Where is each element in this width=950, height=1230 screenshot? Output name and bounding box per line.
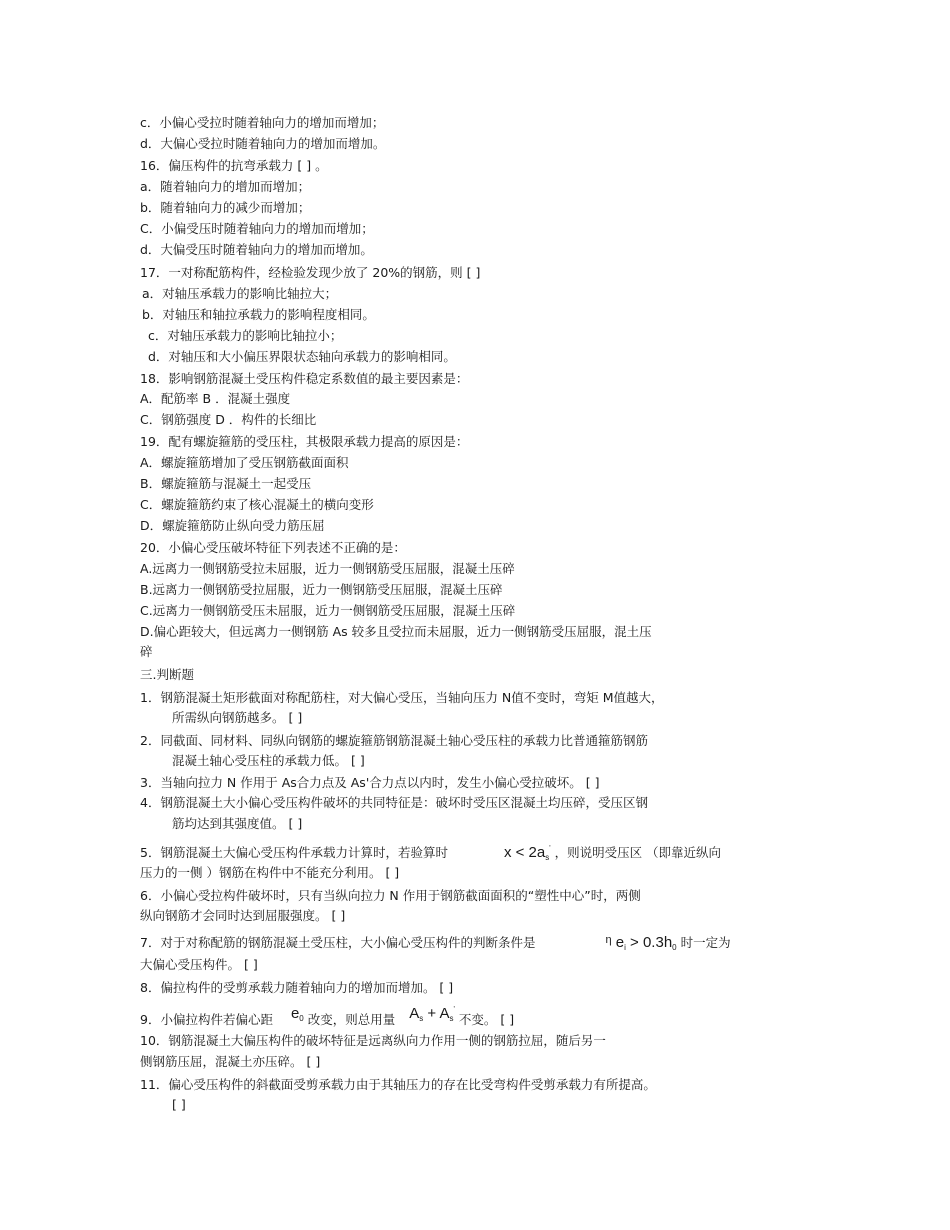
- q20-option-c: C.远离力一侧钢筋受压未屈服，近力一侧钢筋受压屈服，混凝土压碎: [140, 603, 516, 618]
- judge-1: 1．钢筋混凝土矩形截面对称配筋柱，对大偏心受压，当轴向压力 N值不变时，弯矩 M值越大，: [140, 690, 664, 705]
- q17-option-a: a．对轴压承载力的影响比轴拉大；: [142, 286, 338, 301]
- judge-5: [140, 840, 721, 867]
- q17-option-d: d．对轴压和大小偏压界限状态轴向承载力的影响相同。: [148, 349, 456, 364]
- formula-as2-sub: s: [449, 1014, 454, 1023]
- question-17: 17．一对称配筋构件，经检验发现少放了 20%的钢筋，则 [ ]: [140, 265, 481, 280]
- judge-8: 8．偏拉构件的受剪承载力随着轴向力的增加而增加。 [ ]: [140, 980, 454, 995]
- formula-e: e: [615, 934, 625, 951]
- formula-as2: A: [439, 1005, 450, 1022]
- formula-e0-e: e: [290, 1005, 300, 1022]
- judge-7-cont: 大偏心受压构件。 [ ]: [140, 957, 258, 972]
- question-18: 18．影响钢筋混凝土受压构件稳定系数值的最主要因素是：: [140, 371, 469, 386]
- q20-option-d-cont: 碎: [140, 644, 153, 659]
- judge-9-text-b: 改变，则总用量: [307, 1012, 396, 1027]
- judge-4-cont: 筋均达到其强度值。 [ ]: [172, 816, 303, 831]
- formula-x-sub: s: [545, 853, 550, 862]
- judge-6: 6．小偏心受拉构件破坏时，只有当纵向拉力 N 作用于钢筋截面面积的“塑性中心”时，两侧: [140, 888, 641, 903]
- formula-e0: [291, 1005, 304, 1022]
- q16-option-b: b．随着轴向力的减少而增加；: [140, 200, 311, 215]
- q18-options-cd: C．钢筋强度 D ．构件的长细比: [140, 412, 317, 427]
- formula-as1-sub: s: [419, 1014, 424, 1023]
- q19-option-a: A．螺旋箍筋增加了受压钢筋截面面积: [140, 455, 349, 470]
- judge-2-cont: 混凝土轴心受压柱的承载力低。 [ ]: [172, 753, 365, 768]
- formula-x-lt-2as: [504, 844, 551, 861]
- judge-5-text-b: ，则说明受压区 （即靠近纵向: [554, 845, 722, 860]
- judge-11: 11．偏心受压构件的斜截面受剪承载力由于其轴压力的存在比受弯构件受剪承载力有所提高。: [140, 1077, 656, 1092]
- judge-10-cont: 侧钢筋压屈，混凝土亦压碎。 [ ]: [140, 1054, 321, 1069]
- judge-5-text-a: 5．钢筋混凝土大偏心受压构件承载力计算时，若验算时: [140, 845, 448, 860]
- judge-9-text-a: 9．小偏拉构件若偏心距: [140, 1012, 273, 1027]
- formula-x-prime: ': [549, 845, 551, 852]
- q19-option-c: C．螺旋箍筋约束了核心混凝土的横向变形: [140, 497, 374, 512]
- formula-plus: +: [423, 1005, 440, 1022]
- q17-option-b: b．对轴压和轴拉承载力的影响程度相同。: [142, 307, 375, 322]
- q19-option-b: B．螺旋箍筋与混凝土一起受压: [140, 476, 312, 491]
- formula-h-sub: 0: [672, 943, 677, 952]
- formula-x-lhs: x < 2a: [503, 844, 546, 861]
- formula-as1: A: [409, 1005, 420, 1022]
- section-heading: 三.判断题: [140, 667, 194, 682]
- q16-option-a: a．随着轴向力的增加而增加；: [140, 179, 311, 194]
- judge-7-text-a: 7．对于对称配筋的钢筋混凝土受压柱，大小偏心受压构件的判断条件是: [140, 935, 536, 950]
- judge-1-cont: 所需纵向钢筋越多。 [ ]: [172, 710, 303, 725]
- formula-e0-sub: 0: [299, 1014, 304, 1023]
- q16-option-c: C．小偏受压时随着轴向力的增加而增加；: [140, 221, 374, 236]
- q20-option-b: B.远离力一侧钢筋受拉屈服，近力一侧钢筋受压屈服，混凝土压碎: [140, 582, 503, 597]
- q20-option-a: A.远离力一侧钢筋受拉未屈服，近力一侧钢筋受压屈服，混凝土压碎: [140, 561, 515, 576]
- formula-as2-prime: ': [453, 1006, 455, 1013]
- judge-5-cont: 压力的一侧 ）钢筋在构件中不能充分利用。 [ ]: [140, 865, 400, 880]
- question-19: 19．配有螺旋箍筋的受压柱，其极限承载力提高的原因是：: [140, 434, 469, 449]
- q16-option-d: d．大偏受压时随着轴向力的增加而增加。: [140, 242, 373, 257]
- q20-option-d: D.偏心距较大，但远离力一侧钢筋 As 较多且受拉而未屈服，近力一侧钢筋受压屈服，混土压: [140, 624, 652, 639]
- judge-2: 2．同截面、同材料、同纵向钢筋的螺旋箍筋钢筋混凝土轴心受压柱的承载力比普通箍筋钢筋: [140, 733, 648, 748]
- judge-4: 4．钢筋混凝土大小偏心受压构件破坏的共同特征是：破坏时受压区混凝土均压碎，受压区钢: [140, 795, 648, 810]
- q18-options-ab: A．配筋率 B ．混凝土强度: [140, 391, 291, 406]
- formula-as-sum: [409, 1005, 455, 1022]
- judge-3: 3．当轴向拉力 N 作用于 As合力点及 As'合力点以内时，发生小偏心受拉破坏。 [ ]: [140, 775, 600, 790]
- q19-option-d: D．螺旋箍筋防止纵向受力筋压屈: [140, 518, 325, 533]
- judge-10: 10．钢筋混凝土大偏压构件的破坏特征是远离纵向力作用一侧的钢筋拉屈，随后另一: [140, 1033, 606, 1048]
- judge-9-text-c: 不变。 [ ]: [458, 1012, 515, 1027]
- judge-9: [140, 1007, 514, 1034]
- formula-rhs: > 0.3h: [625, 934, 673, 951]
- option-d-line: d．大偏心受拉时随着轴向力的增加而增加。: [140, 136, 386, 151]
- judge-6-cont: 纵向钢筋才会同时达到屈服强度。 [ ]: [140, 908, 346, 923]
- q17-option-c: c．对轴压承载力的影响比轴拉小；: [148, 328, 343, 343]
- judge-11-cont: [ ]: [172, 1097, 186, 1112]
- formula-eta-ei: [605, 934, 676, 951]
- judge-7-text-b: 时一定为: [680, 935, 731, 950]
- formula-eta: η: [605, 934, 612, 946]
- question-20: 20．小偏心受压破坏特征下列表述不正确的是：: [140, 540, 406, 555]
- question-16: 16．偏压构件的抗弯承载力 [ ] 。: [140, 158, 328, 173]
- judge-7: [140, 931, 731, 957]
- option-c-line: c．小偏心受拉时随着轴向力的增加而增加；: [140, 115, 385, 130]
- formula-e-sub: i: [624, 943, 626, 952]
